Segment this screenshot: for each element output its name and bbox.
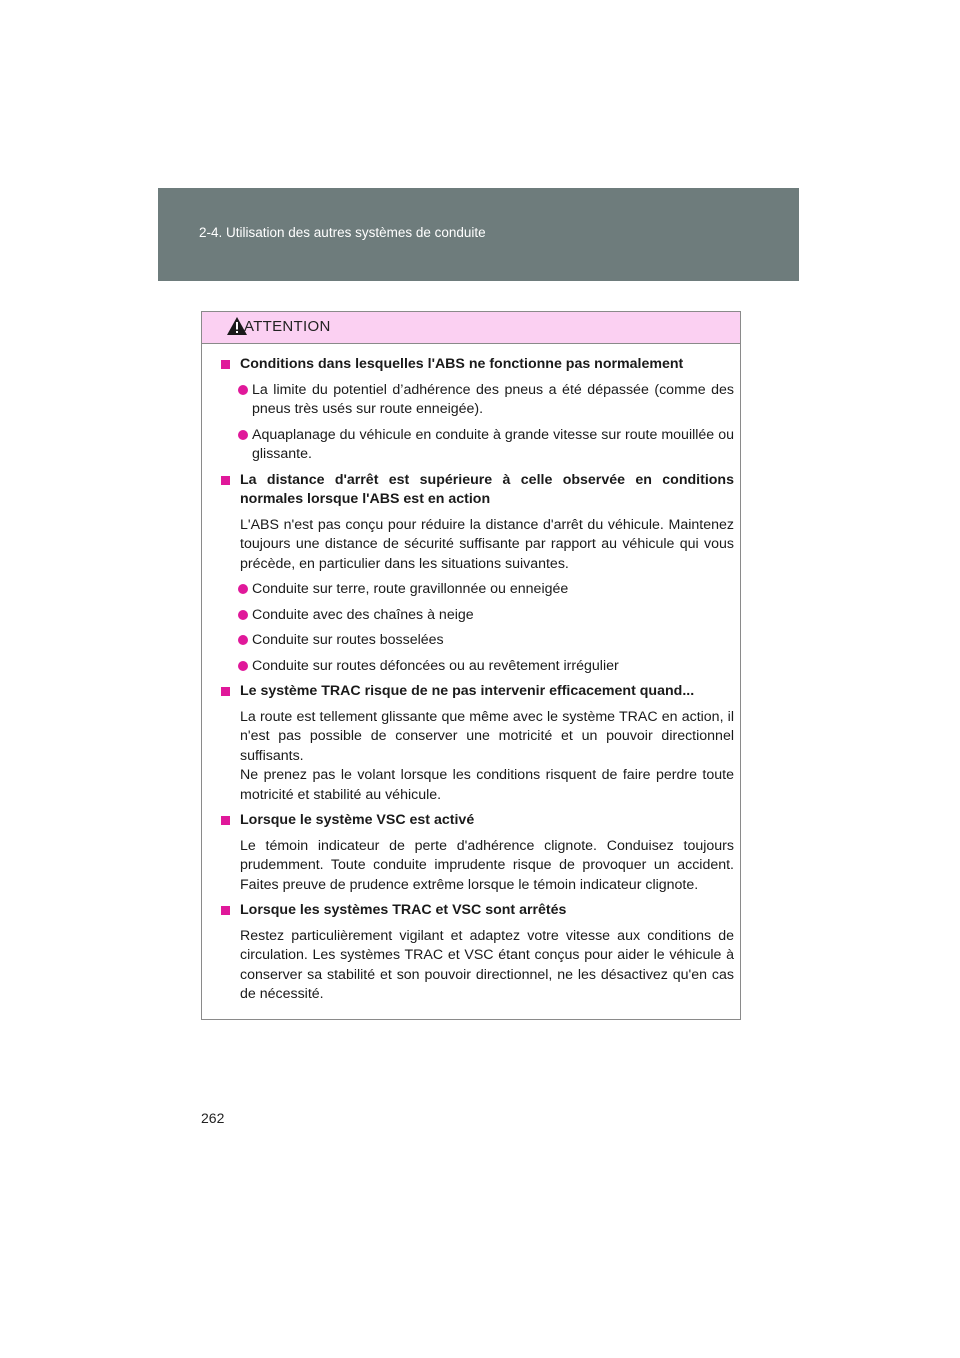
round-bullet-icon [238,661,248,671]
section-heading: Lorsque les systèmes TRAC et VSC sont arrêtés [220,901,734,921]
list-item: Conduite sur terre, route gravillonnée ou enneigée [220,580,734,600]
list-item: Conduite avec des chaînes à neige [220,606,734,626]
round-bullet-icon [238,430,248,440]
round-bullet-icon [238,584,248,594]
list-item: Conduite sur routes défoncées ou au revêtement irrégulier [220,657,734,677]
section-heading: Lorsque le système VSC est activé [220,811,734,831]
chapter-header-band [158,188,799,281]
warning-box [201,311,741,1020]
round-bullet-icon [238,385,248,395]
paragraph: Le témoin indicateur de perte d'adhérence clignote. Conduisez toujours prudemment. Toute conduite imprudente risque de provoquer un accident. Faites preuve de prudence extrême lorsque le témoin indicateur clignote. [240,837,734,893]
section-heading: Le système TRAC risque de ne pas intervenir efficacement quand... [220,682,734,702]
square-bullet-icon [221,816,230,825]
square-bullet-icon [221,360,230,369]
list-item: Conduite sur routes bosselées [220,631,734,651]
section-heading: Conditions dans lesquelles l'ABS ne fonctionne pas normalement [220,355,734,375]
round-bullet-icon [238,610,248,620]
square-bullet-icon [221,476,230,485]
warning-label: ATTENTION [244,318,331,335]
warning-header [202,312,740,344]
page-number: 262 [201,1110,225,1126]
section-heading: La distance d'arrêt est supérieure à celle observée en conditions normales lorsque l'ABS est en action [220,471,734,510]
section-title: 2-4. Utilisation des autres systèmes de conduite [199,225,486,240]
list-item: Aquaplanage du véhicule en conduite à grande vitesse sur route mouillée ou glissante. [220,426,734,465]
square-bullet-icon [221,906,230,915]
round-bullet-icon [238,635,248,645]
paragraph: Restez particulièrement vigilant et adaptez votre vitesse aux conditions de circulation. Les systèmes TRAC et VSC étant conçus pour aider le véhicule à conserver sa stabilité et son pouvoir directionnel, ne les désactivez qu'en cas de nécessité. [240,927,734,1002]
paragraph: Ne prenez pas le volant lorsque les conditions risquent de faire perdre toute motricité et stabilité au véhicule. [240,767,734,803]
list-item: La limite du potentiel d’adhérence des pneus a été dépassée (comme des pneus très usés sur route enneigée). [220,381,734,420]
paragraph: L'ABS n'est pas conçu pour réduire la distance d'arrêt du véhicule. Maintenez toujours une distance de sécurité suffisante par rapport au véhicule qui vous précède, en particulier dans les situations suivantes. [240,516,734,572]
warning-body [202,344,740,1005]
paragraph: La route est tellement glissante que même avec le système TRAC en action, il n'est pas possible de conserver une motricité et un pouvoir directionnel suffisants. [240,708,734,764]
square-bullet-icon [221,687,230,696]
